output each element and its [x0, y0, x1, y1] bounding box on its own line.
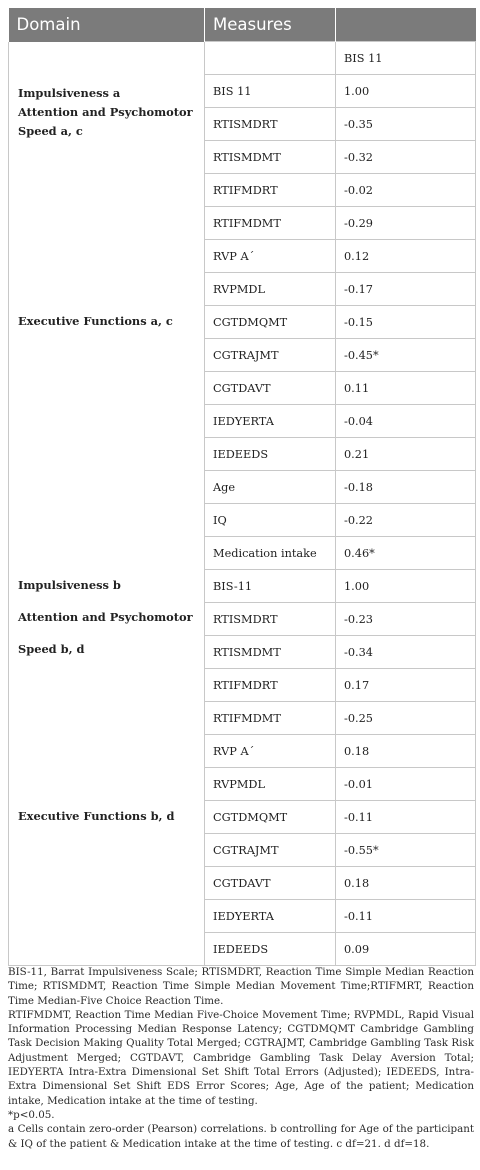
value-cell: 0.46* [336, 537, 476, 570]
header-value [336, 8, 476, 42]
measure-cell: IQ [205, 504, 336, 537]
domain-executive-a-c: Executive Functions a, c [18, 313, 173, 328]
measure-cell: RTISMDMT [205, 636, 336, 669]
value-cell: -0.22 [336, 504, 476, 537]
measure-cell: IEDEEDS [205, 933, 336, 966]
header-domain: Domain [9, 8, 205, 42]
table-row [9, 570, 476, 603]
measure-cell: RTISMDMT [205, 141, 336, 174]
measure-cell: RVP A´ [205, 735, 336, 768]
value-cell: -0.32 [336, 141, 476, 174]
measure-cell: RTIFMDRT [205, 669, 336, 702]
value-cell: -0.18 [336, 471, 476, 504]
footnote-notes: a Cells contain zero-order (Pearson) correlations. b controlling for Age of the participant & IQ of the patient & Medication intake at the time of testing. c df=21. d df=18. [8, 1123, 474, 1150]
value-cell: 1.00 [336, 570, 476, 603]
measure-cell: IEDEEDS [205, 438, 336, 471]
measure-cell: CGTDMQMT [205, 306, 336, 339]
domain-cell-impulsiveness-attention-a [9, 42, 205, 306]
value-cell: 1.00 [336, 75, 476, 108]
measure-cell: RTISMDRT [205, 603, 336, 636]
value-cell: -0.55* [336, 834, 476, 867]
measure-cell: RTIFMDMT [205, 207, 336, 240]
table-footnotes [8, 965, 474, 1151]
correlation-table-container [8, 8, 475, 966]
measure-cell: IEDYERTA [205, 900, 336, 933]
measure-cell: CGTDMQMT [205, 801, 336, 834]
value-cell: -0.11 [336, 900, 476, 933]
value-cell: -0.35 [336, 108, 476, 141]
domain-cell-executive-a-c [9, 306, 205, 570]
measure-cell: CGTDAVT [205, 867, 336, 900]
domain-attention-a-c: Attention and Psychomotor Speed a, c [18, 104, 193, 138]
measure-cell: Age [205, 471, 336, 504]
measure-cell [205, 42, 336, 75]
value-cell: 0.18 [336, 735, 476, 768]
value-cell: -0.23 [336, 603, 476, 636]
domain-impulsiveness-a: Impulsiveness a [18, 85, 121, 100]
value-cell: -0.01 [336, 768, 476, 801]
measure-cell: IEDYERTA [205, 405, 336, 438]
domain-cell-executive-b-d [9, 801, 205, 966]
measure-cell: Medication intake [205, 537, 336, 570]
value-cell: 0.21 [336, 438, 476, 471]
measure-cell: RTIFMDMT [205, 702, 336, 735]
value-cell: 0.12 [336, 240, 476, 273]
measure-cell: RTISMDRT [205, 108, 336, 141]
measure-cell: CGTRAJMT [205, 834, 336, 867]
footnote-significance: *p<0.05. [8, 1108, 55, 1121]
footnote-abbreviations-2: RTIFMDMT, Reaction Time Median Five-Choice Movement Time; RVPMDL, Rapid Visual Information Processing Median Response Latency; CGTDMQMT Cambridge Gambling Task Decision Making Quality Total Merged; CGTRAJMT, Cambridge Gambling Task Risk Adjustment Merged; CGTDAVT, Cambridge Gambling Task Delay Aversion Total; IEDYERTA Intra-Extra Dimensional Set Shift Total Errors (Adjusted); IEDEEDS, Intra-Extra Dimensional Set Shift EDS Error Scores; Age, Age of the patient; Medication intake, Medication intake at the time of testing. [8, 1008, 474, 1107]
measure-cell: BIS 11 [205, 75, 336, 108]
value-cell: -0.45* [336, 339, 476, 372]
domain-attention-b-d-line2: Speed b, d [18, 641, 85, 656]
value-cell: -0.25 [336, 702, 476, 735]
domain-executive-b-d: Executive Functions b, d [18, 808, 175, 823]
value-cell: -0.34 [336, 636, 476, 669]
table-row [9, 306, 476, 339]
value-cell: -0.17 [336, 273, 476, 306]
measure-cell: BIS-11 [205, 570, 336, 603]
measure-cell: RVPMDL [205, 768, 336, 801]
measure-cell: CGTDAVT [205, 372, 336, 405]
value-cell: 0.09 [336, 933, 476, 966]
table-row [9, 42, 476, 75]
value-cell: BIS 11 [336, 42, 476, 75]
value-cell: 0.17 [336, 669, 476, 702]
footnote-abbreviations-1: BIS-11, Barrat Impulsiveness Scale; RTISMDRT, Reaction Time Simple Median Reaction Time; RTISMDMT, Reaction Time Simple Median Movement Time;RTIFMRT, Reaction Time Median-Five Choice Reaction Time. [8, 966, 474, 1007]
table-header-row [9, 8, 476, 42]
table-row [9, 801, 476, 834]
domain-cell-impulsiveness-attention-b [9, 570, 205, 801]
value-cell: -0.29 [336, 207, 476, 240]
domain-attention-b-d-line1: Attention and Psychomotor [18, 609, 193, 624]
value-cell: 0.18 [336, 867, 476, 900]
value-cell: -0.02 [336, 174, 476, 207]
measure-cell: RVP A´ [205, 240, 336, 273]
value-cell: -0.11 [336, 801, 476, 834]
header-measures: Measures [205, 8, 336, 42]
measure-cell: CGTRAJMT [205, 339, 336, 372]
domain-impulsiveness-b: Impulsiveness b [18, 577, 121, 592]
value-cell: 0.11 [336, 372, 476, 405]
correlation-table [8, 8, 476, 966]
measure-cell: RVPMDL [205, 273, 336, 306]
measure-cell: RTIFMDRT [205, 174, 336, 207]
value-cell: -0.04 [336, 405, 476, 438]
value-cell: -0.15 [336, 306, 476, 339]
